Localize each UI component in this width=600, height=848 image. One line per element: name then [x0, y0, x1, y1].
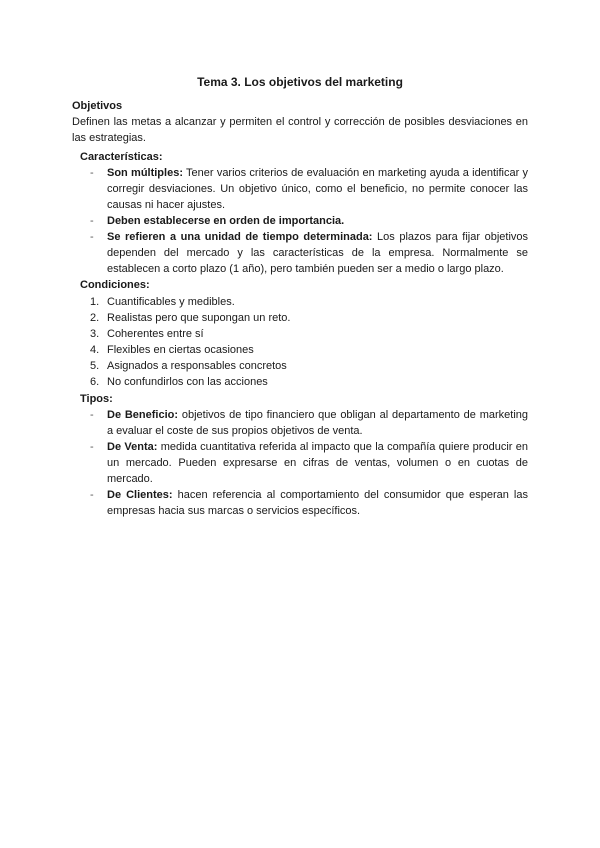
condiciones-heading: Condiciones:	[80, 279, 150, 291]
page-title: Tema 3. Los objetivos del marketing	[197, 75, 403, 89]
item-text: Los plazos para fijar objetivos dependen del mercado y las características de la empresa. Normalmente se establecen a corto plazo (1 año), pero también pueden ser a medio o largo plazo.	[107, 231, 529, 275]
list-item	[72, 326, 528, 342]
list-item	[72, 407, 528, 439]
bullet-dash: -	[90, 215, 94, 227]
bullet-dash: -	[90, 167, 94, 179]
list-item	[72, 487, 528, 519]
tipos-list	[72, 407, 528, 519]
list-item	[72, 310, 528, 326]
item-number: 1.	[90, 296, 100, 308]
item-number: 5.	[90, 360, 100, 372]
item-term: De Beneficio:	[107, 409, 179, 421]
caracteristicas-heading: Características:	[80, 151, 163, 163]
item-text: Asignados a responsables concretos	[107, 360, 287, 372]
item-number: 2.	[90, 312, 100, 324]
list-item	[72, 342, 528, 358]
list-item	[72, 439, 528, 487]
objetivos-heading: Objetivos	[72, 100, 123, 112]
objetivos-text: Definen las metas a alcanzar y permiten el control y corrección de posibles desviaciones en las estrategias.	[72, 116, 528, 144]
tipos-heading: Tipos:	[80, 393, 113, 405]
list-item	[72, 165, 528, 213]
item-text: objetivos de tipo financiero que obligan al departamento de marketing a evaluar el coste de sus propios objetivos de venta.	[107, 409, 528, 437]
list-item	[72, 229, 528, 277]
item-text: Coherentes entre sí	[107, 328, 204, 340]
list-item	[72, 358, 528, 374]
list-item	[72, 374, 528, 390]
item-text: No confundirlos con las acciones	[107, 376, 268, 388]
list-item	[72, 213, 528, 229]
bullet-dash: -	[90, 231, 94, 243]
item-text: Flexibles en ciertas ocasiones	[107, 344, 254, 356]
item-term: Se refieren a una unidad de tiempo determinada:	[107, 231, 373, 243]
item-term: Deben establecerse en orden de importancia.	[107, 215, 345, 227]
item-term: De Clientes:	[107, 489, 173, 501]
bullet-dash: -	[90, 441, 94, 453]
item-term: De Venta:	[107, 441, 158, 453]
item-number: 3.	[90, 328, 100, 340]
item-term: Son múltiples:	[107, 167, 183, 179]
item-text: medida cuantitativa referida al impacto que la compañía quiere producir en un mercado. Pueden expresarse en cifras de ventas, volumen o en cuotas de mercado.	[107, 441, 528, 485]
item-number: 4.	[90, 344, 100, 356]
condiciones-list	[72, 294, 528, 390]
item-text: Tener varios criterios de evaluación en marketing ayuda a identificar y corregir desviaciones. Un objetivo único, como el beneficio, no permite conocer las causas ni hacer ajustes.	[107, 167, 529, 211]
caracteristicas-list	[72, 165, 528, 277]
list-item	[72, 294, 528, 310]
item-text: hacen referencia al comportamiento del consumidor que esperan las empresas hacia sus marcas o servicios específicos.	[107, 489, 528, 517]
bullet-dash: -	[90, 489, 94, 501]
item-text: Cuantificables y medibles.	[107, 296, 235, 308]
item-number: 6.	[90, 376, 100, 388]
item-text: Realistas pero que supongan un reto.	[107, 312, 291, 324]
bullet-dash: -	[90, 409, 94, 421]
